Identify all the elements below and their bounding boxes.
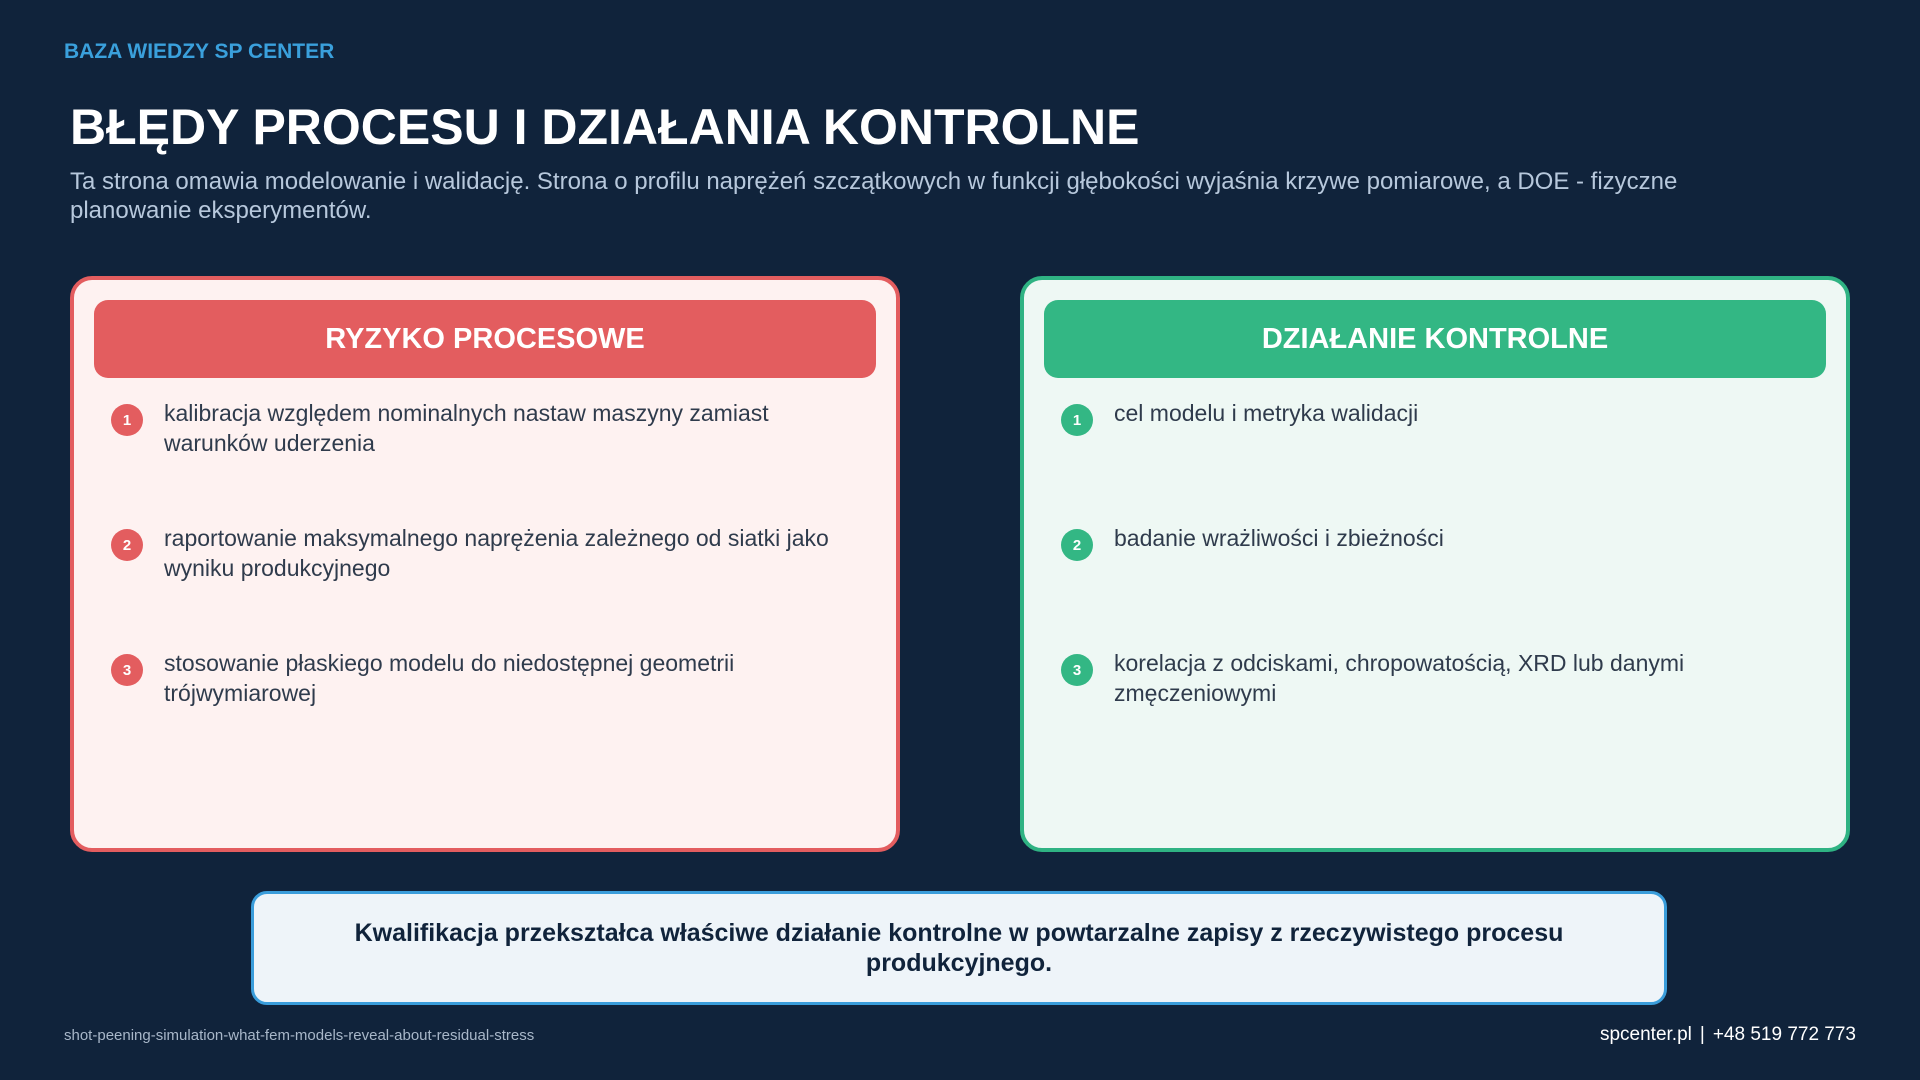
summary-callout: [251, 891, 1667, 1005]
page-subtitle: Ta strona omawia modelowanie i walidację. Strona o profilu naprężeń szczątkowych w funkcji głębokości wyjaśnia krzywe pomiarowe, a DOE - fizyczne planowanie eksperymentów.: [70, 168, 1678, 224]
control-item-number: 2: [1061, 529, 1093, 561]
control-item-text: korelacja z odciskami, chropowatością, XRD lub danymi zmęczeniowymi: [1114, 650, 1685, 706]
risk-item-number: 3: [111, 654, 143, 686]
risk-item: [111, 398, 851, 458]
control-item-number: 3: [1061, 654, 1093, 686]
control-item: [1061, 648, 1801, 708]
risk-item: [111, 648, 851, 708]
risk-item-text: raportowanie maksymalnego naprężenia zależnego od siatki jako wyniku produkcyjnego: [164, 525, 829, 581]
risk-item-number: 1: [111, 404, 143, 436]
risk-card-header: RYZYKO PROCESOWE: [94, 300, 876, 378]
risk-card: [70, 276, 900, 852]
control-item-text: cel modelu i metryka walidacji: [1114, 400, 1419, 426]
control-card: [1020, 276, 1850, 852]
page-title: BŁĘDY PROCESU I DZIAŁANIA KONTROLNE: [70, 99, 1140, 155]
footer-separator: |: [1699, 1024, 1705, 1045]
control-item-text: badanie wrażliwości i zbieżności: [1114, 525, 1444, 551]
control-item: [1061, 523, 1801, 561]
brand-label: BAZA WIEDZY SP CENTER: [64, 40, 335, 63]
control-item-number: 1: [1061, 404, 1093, 436]
risk-item-text: stosowanie płaskiego modelu do niedostępnej geometrii trójwymiarowej: [164, 650, 735, 706]
summary-text: Kwalifikacja przekształca właściwe działanie kontrolne w powtarzalne zapisy z rzeczywistego procesu produkcyjnego.: [354, 919, 1564, 977]
footer-slug: shot-peening-simulation-what-fem-models-reveal-about-residual-stress: [64, 1027, 535, 1044]
risk-item-text: kalibracja względem nominalnych nastaw maszyny zamiast warunków uderzenia: [164, 400, 769, 456]
risk-item: [111, 523, 851, 583]
footer-website[interactable]: spcenter.pl: [1599, 1024, 1692, 1045]
control-item: [1061, 398, 1801, 436]
footer-phone[interactable]: +48 519 772 773: [1712, 1024, 1856, 1045]
risk-item-number: 2: [111, 529, 143, 561]
footer-contact: [1600, 1024, 1856, 1046]
control-card-header: DZIAŁANIE KONTROLNE: [1044, 300, 1826, 378]
